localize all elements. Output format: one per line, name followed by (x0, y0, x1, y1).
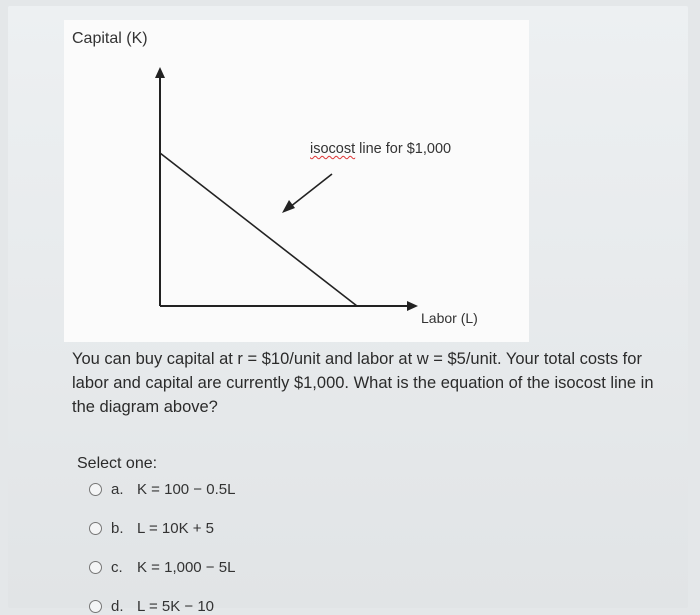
option-d[interactable] (89, 594, 214, 615)
option-c[interactable] (89, 555, 235, 579)
x-axis-label: Labor (L) (421, 310, 478, 326)
option-text: L = 10K + 5 (137, 519, 215, 537)
isocost-annotation (310, 141, 451, 157)
isocost-line (160, 153, 357, 306)
radio-button[interactable] (89, 600, 102, 613)
option-text: K = 1,000 − 5L (137, 558, 236, 576)
y-axis-label: Capital (K) (72, 30, 148, 47)
radio-button[interactable] (89, 522, 102, 535)
y-axis-arrowhead (155, 67, 165, 78)
option-letter: d. (111, 597, 124, 615)
select-one-label: Select one: (77, 455, 158, 472)
annotation-word: isocost (310, 141, 356, 157)
question-text: You can buy capital at r = $10/unit and labor at w = $5/unit. Your total costs for labor and capital are currently $1,000. What is the equation of the isocost line in the diagram above? (72, 350, 654, 416)
option-b[interactable] (89, 516, 214, 540)
annotation-rest: line for $1,000 (355, 141, 452, 157)
option-letter: b. (111, 519, 124, 537)
radio-button[interactable] (89, 483, 102, 496)
isocost-diagram (64, 20, 529, 342)
option-letter: a. (111, 480, 124, 498)
annotation-arrowhead (282, 200, 295, 213)
radio-button[interactable] (89, 561, 102, 574)
option-a[interactable] (89, 477, 235, 501)
question-panel (8, 6, 688, 615)
diagram-svg (64, 20, 529, 342)
option-text: K = 100 − 0.5L (137, 480, 236, 498)
annotation-arrow-shaft (290, 174, 332, 207)
option-text: L = 5K − 10 (137, 597, 215, 615)
x-axis-arrowhead (407, 301, 418, 311)
option-letter: c. (111, 558, 123, 576)
